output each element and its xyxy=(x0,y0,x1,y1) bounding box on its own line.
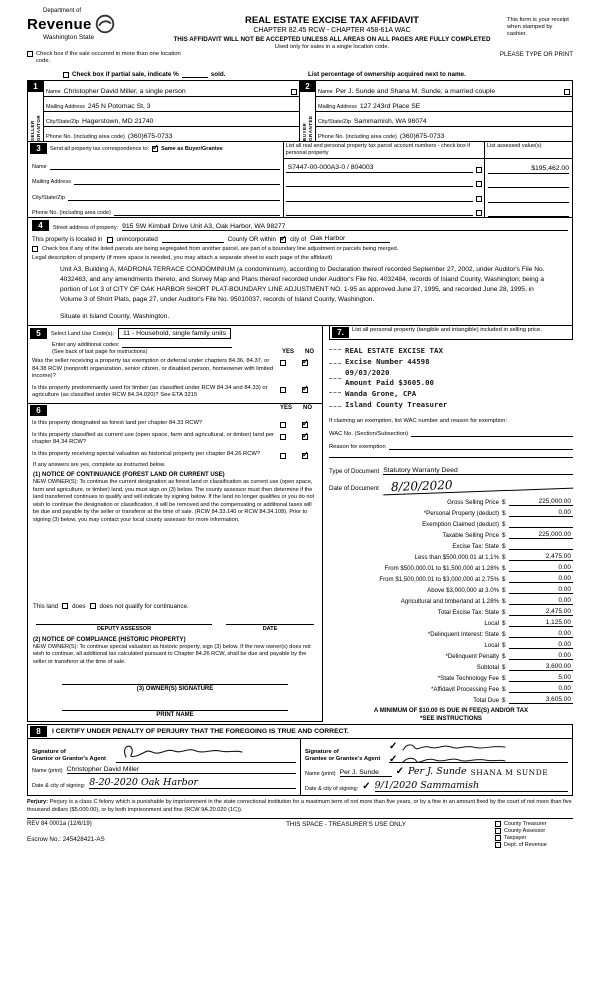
buyer-role-label: BUYER xyxy=(301,123,307,142)
unincorporated-checkbox[interactable] xyxy=(107,237,113,243)
dept-of-revenue-label: Dept. of Revenue xyxy=(504,841,547,848)
fee-label: Excise Tax: State xyxy=(452,543,499,551)
grantor-name-print-label: Name (print) xyxy=(32,768,63,775)
seller-role-label: SELLER xyxy=(29,120,35,142)
perjury-text: Perjury is a class C felony which is punishable by imprisonment in the state correctional institution for a maximum term of not more than five years, or by a fine in an amount fixed by the court of not more than five thousand dollars ($5,000.00), or by both imprisonment and fine (RCW 9A.20.020 (1C)). xyxy=(27,799,572,813)
personal-property-checkbox-3[interactable] xyxy=(476,196,482,202)
personal-property-intro: List all personal property (tangible and intangible) included in selling price. xyxy=(352,327,542,334)
dept-of-label: Department of xyxy=(43,8,82,14)
fee-label: From $500,000.01 to $1,500,000 at 1.28% xyxy=(384,565,499,573)
seller-phone-field[interactable]: (360)675-0733 xyxy=(127,133,173,141)
form-footer xyxy=(27,818,573,849)
buyer-phone-label: Phone No. (including area code) xyxy=(318,134,397,141)
fee-amount[interactable]: 0.00 xyxy=(509,685,573,693)
dollar-sign: $ xyxy=(502,510,506,518)
fee-amount[interactable]: 2,475.00 xyxy=(509,608,573,616)
treasurer-use-note: THIS SPACE - TREASURER'S USE ONLY xyxy=(286,820,406,828)
form-revision-number: REV 84 0001a (12/6/19) xyxy=(27,820,92,827)
same-as-buyer-label: Same as Buyer/Grantee xyxy=(161,145,223,152)
dollar-sign: $ xyxy=(502,598,506,606)
grantee-date-city-label: Date & city of signing: xyxy=(305,786,359,793)
forest-land-question: Is this property designated as forest land per chapter 84.33 RCW? xyxy=(32,419,203,426)
buyer-phone-field[interactable]: (360)675-0733 xyxy=(399,133,445,141)
fee-label: Taxable Selling Price xyxy=(442,532,499,540)
personal-property-checkbox-2[interactable] xyxy=(476,181,482,187)
dollar-sign: $ xyxy=(502,675,506,683)
grantor-signature xyxy=(116,742,246,762)
fee-amount[interactable]: 0.00 xyxy=(509,630,573,638)
does-label: does xyxy=(72,602,86,610)
fee-amount[interactable]: 1,125.00 xyxy=(509,619,573,627)
does-not-qualify-checkbox[interactable] xyxy=(90,603,96,609)
corr-citystatezip-label: City/State/Zip xyxy=(32,194,66,201)
type-of-document-label: Type of Document xyxy=(329,468,380,476)
dollar-sign: $ xyxy=(502,609,506,617)
county-assessor-checkbox[interactable] xyxy=(495,828,501,834)
fee-label: From $1,500,000.01 to $3,000,000 at 2.75% xyxy=(379,576,499,584)
multi-location-label: Check box if the sale occurred in more than one location code. xyxy=(36,51,181,65)
county-assessor-label: County Assessor xyxy=(504,827,546,834)
fee-amount[interactable] xyxy=(509,527,573,528)
checkmark-icon xyxy=(362,781,370,792)
buyer-address-label: Mailing Address xyxy=(318,103,357,110)
perjury-notice xyxy=(27,799,573,814)
fee-label: *Delinquent Interest: State xyxy=(427,631,499,639)
section2-badge: 2 xyxy=(299,81,316,92)
dollar-sign: $ xyxy=(502,521,506,529)
city-name-field[interactable]: Oak Harbor xyxy=(310,235,390,243)
stamp-treasurer-name: Wanda Grone, CPA xyxy=(345,388,417,398)
buyer-name-label: Name xyxy=(318,88,333,95)
grantee-signature-label-1: Signature of xyxy=(305,748,339,755)
notice-continuance-text: NEW OWNER(S): To continue the current designation as forest land or classification as current use (open space, farm and agriculture, or timber) land, you must sign on (3) below. The county assessor must then determine if the land transferred continues to qualify and will indicate by signing below. If the land no longer qualifies or you do not wish to continue the designation or classification, it will be removed and the compensating or additional taxes will be due and payable by the seller or transferor at the time of sale. (RCW 84.33.140 or RCW 84.34.108). Prior to signing (3) below, you may contact your local county assessor for more information. xyxy=(33,479,315,524)
see-back-note: (See back of last page for instructions) xyxy=(52,349,148,356)
type-of-document-field[interactable]: Statutory Warranty Deed xyxy=(383,467,573,475)
fee-label: Exemption Claimed (deduct) xyxy=(422,521,499,529)
grantor-signature-label-2: Grantor or Grantor's Agent xyxy=(32,756,106,763)
corr-address-field[interactable] xyxy=(74,184,280,185)
county-treasurer-label: County Treasurer xyxy=(504,820,547,827)
fee-amount[interactable]: 225,000.00 xyxy=(509,498,573,506)
fee-amount[interactable]: 0.00 xyxy=(509,597,573,605)
yes-column-header-6: YES xyxy=(279,404,292,411)
fee-label: Agricultural and timberland at 1.28% xyxy=(400,598,499,606)
distribution-checkboxes xyxy=(495,821,573,849)
grantor-signature-block xyxy=(28,739,300,795)
county-or-within-label: County OR within xyxy=(227,236,276,244)
no-column-header-6: NO xyxy=(303,404,312,411)
situate-text[interactable]: Situate in Island County, Washington. xyxy=(60,313,170,321)
located-in-label: This property is located in xyxy=(32,236,103,244)
buyer-address-field[interactable]: 127 243rd Place SE xyxy=(359,102,421,110)
land-use-code-field[interactable]: 11 - Household, single family units xyxy=(118,328,231,339)
same-as-buyer-checkbox[interactable] xyxy=(152,146,158,152)
print-name-line[interactable] xyxy=(62,703,288,711)
dollar-sign: $ xyxy=(502,532,506,540)
yes-column-header: YES xyxy=(281,349,294,356)
stamp-amount-paid: Amount Paid $3605.00 xyxy=(345,378,434,388)
parcel-number-field-3[interactable] xyxy=(286,193,473,202)
parcel-number-field[interactable]: S7447-00-000A3-0 / 804003 xyxy=(286,164,473,173)
fee-label: Total Excise Tax: State xyxy=(437,609,499,617)
section7-tax-computation xyxy=(323,326,573,722)
washington-state-label: Washington State xyxy=(43,34,95,41)
fee-table xyxy=(329,495,573,704)
grantor-signature-field[interactable] xyxy=(116,741,296,763)
buyer-percent-checkbox[interactable] xyxy=(564,89,570,95)
corr-citystatezip-field[interactable] xyxy=(68,200,280,201)
reason-exemption-field[interactable] xyxy=(389,449,573,450)
fee-amount[interactable] xyxy=(509,549,573,550)
dollar-sign: $ xyxy=(502,620,506,628)
personal-property-checkbox-4[interactable] xyxy=(476,210,482,216)
exemption-deferral-question: Was the seller receiving a property tax exemption or deferral under chapters 84.36, 84.37, or 84.38 RCW (nonprofit organization, senior citizen, or disabled person, homeowner with limited income)? xyxy=(32,358,274,380)
grantee-handwritten-name-1: Per J. Sunde xyxy=(407,766,467,778)
segregated-note: Check box if any of the listed parcels are being segregated from another parcel, are part of a boundary line adjustment or parcels being merged. xyxy=(42,246,399,253)
form-header xyxy=(27,8,573,50)
dollar-sign: $ xyxy=(502,697,506,705)
blank-list-lines xyxy=(329,349,341,407)
partial-sale-checkbox[interactable] xyxy=(63,72,69,78)
fee-amount[interactable]: 2,475.00 xyxy=(509,553,573,561)
owner-signature-label: (3) OWNER(S) SIGNATURE xyxy=(136,686,214,693)
fee-label: Gross Selling Price xyxy=(447,499,499,507)
grantee-signature-2 xyxy=(399,755,509,763)
completion-warning: THIS AFFIDAVIT WILL NOT BE ACCEPTED UNLESS ALL AREAS ON ALL PAGES ARE FULLY COMPLETED xyxy=(173,36,491,43)
parcel-numbers-header: List all real and personal property tax parcel account numbers - check box if personal property xyxy=(285,143,471,157)
reason-exemption-field-2[interactable] xyxy=(329,457,573,458)
fee-amount[interactable]: 5.00 xyxy=(509,674,573,682)
parcel-number-field-4[interactable] xyxy=(286,207,473,216)
fee-amount[interactable]: 3,605.00 xyxy=(509,696,573,704)
fee-amount[interactable]: 0.00 xyxy=(509,652,573,660)
multi-location-checkbox[interactable] xyxy=(27,51,33,57)
grantee-name-field[interactable]: Per J. Sunde xyxy=(340,769,392,777)
dollar-sign: $ xyxy=(502,653,506,661)
partial-sale-sold-label: sold. xyxy=(210,71,226,79)
fee-amount[interactable]: 3,600.00 xyxy=(509,663,573,671)
fee-label: *Affidavit Processing Fee xyxy=(431,686,499,694)
fee-amount[interactable]: 0.00 xyxy=(509,564,573,572)
single-location-note: Used only for sales in a single location code. xyxy=(274,44,390,50)
escrow-number: 245428421-AS xyxy=(62,835,105,843)
fee-label: Total Due xyxy=(473,697,499,705)
fee-label: Local xyxy=(484,620,499,628)
deputy-assessor-signature-line[interactable]: DEPUTY ASSESSOR xyxy=(36,624,212,632)
city-of-label: city of xyxy=(289,236,307,244)
land-use-code-label: Select Land Use Code(s): xyxy=(51,330,114,337)
q1-no-checkbox[interactable] xyxy=(302,360,308,366)
stamp-treasurer-title: Island County Treasurer xyxy=(345,399,448,409)
fee-label: Less than $500,000.01 at 1.1% xyxy=(414,554,499,562)
print-name-label: PRINT NAME xyxy=(156,712,194,719)
dept-of-revenue-checkbox[interactable] xyxy=(495,842,501,848)
section7-badge: 7. xyxy=(332,327,349,338)
personal-property-checkbox-1[interactable] xyxy=(476,167,482,173)
wac-number-label: WAC No. (Section/Subsection) xyxy=(329,431,409,438)
county-field[interactable] xyxy=(162,236,224,243)
section5-badge: 5 xyxy=(30,328,47,339)
buyer-citystatezip-field[interactable]: Sammamish, WA 98074 xyxy=(354,118,427,126)
perjury-label: Perjury: xyxy=(27,799,49,806)
unincorporated-label: unincorporated xyxy=(116,236,158,244)
forest-yes-checkbox[interactable] xyxy=(280,422,286,428)
this-land-label: This land xyxy=(33,602,59,610)
legal-description-text[interactable]: Unit A3, Building A, MADRONA TERRACE CONDOMINIUM (a condominium), according to Declaration thereof recorded September 27, 2002, under Auditor's File No. 4032463, and any amendments thereto, and Survey Map and Plans thereof recorded under Auditor's File No. 4032484, records of Island County, Washington; being a portion of Lot 3 of CITY OF OAK HARBOR SHORT PLAT-BOUNDARY LINE ADJUSTMENT NO. 1-95 as approved June 27, 1995, and recorded June 28, 1995, in Volume 3 of Short Plats, page 27, under Auditor's File No. 95010037, records of Island County, Washington. xyxy=(60,266,545,304)
historic-yes-checkbox[interactable] xyxy=(280,453,286,459)
grantee-date-city-field[interactable]: 9/1/2020 Sammamish xyxy=(375,780,568,792)
taxpayer-label: Taxpayer xyxy=(504,834,527,841)
buyer-name-field[interactable]: Per J. Sunde and Shana M. Sunde, a married couple xyxy=(335,87,496,95)
grantor-date-city-label: Date & city of signing: xyxy=(32,783,86,790)
no-column-header: NO xyxy=(305,349,314,356)
grantee-signature-field[interactable] xyxy=(389,741,568,763)
section4-property-location xyxy=(27,218,573,326)
grantee-handwritten-name-2: SHANA M SUNDE xyxy=(470,768,549,778)
legal-description-label: Legal description of property (if more space is needed, you may attach a separate sheet to each page of the affidavit) xyxy=(32,255,333,262)
historic-property-question: Is this property receiving special valuation as historical property per chapter 84.26 RCW? xyxy=(32,450,261,457)
assessed-value-field-2[interactable] xyxy=(488,179,569,188)
notice-continuance-heading: (1) NOTICE OF CONTINUANCE (FOREST LAND OR CURRENT USE) xyxy=(33,472,225,479)
city-checkbox[interactable] xyxy=(280,237,286,243)
reason-exemption-label: Reason for exemption xyxy=(329,444,386,451)
seller-percent-checkbox[interactable] xyxy=(291,89,297,95)
section3-badge: 3 xyxy=(30,143,47,154)
section6-badge: 6 xyxy=(30,405,47,416)
grantor-role-label: GRANTOR xyxy=(35,115,41,142)
dollar-sign: $ xyxy=(502,543,506,551)
seller-citystatezip-field[interactable]: Hagerstown, MD 21740 xyxy=(82,118,154,126)
does-qualify-checkbox[interactable] xyxy=(62,603,68,609)
treasurer-stamp xyxy=(329,345,573,411)
dollar-sign: $ xyxy=(502,664,506,672)
grantee-name-print-label: Name (print) xyxy=(305,771,336,778)
fee-label: Local xyxy=(484,642,499,650)
historic-no-checkbox[interactable] xyxy=(302,453,308,459)
segregated-checkbox[interactable] xyxy=(32,246,38,252)
ownership-percentage-note: List percentage of ownership acquired next to name. xyxy=(308,71,466,79)
deputy-date-line[interactable]: DATE xyxy=(226,624,314,632)
corr-phone-field[interactable] xyxy=(114,215,280,216)
checkmark-icon xyxy=(389,741,397,752)
exemption-note: If claiming an exemption, list WAC number and reason for exemption: xyxy=(329,418,507,425)
section5-land-use xyxy=(27,326,323,404)
dollar-sign: $ xyxy=(502,576,506,584)
fee-label: *Delinquent Penalty xyxy=(445,653,499,661)
stamp-excise-number: Excise Number 44598 xyxy=(345,356,430,366)
seller-name-label: Name xyxy=(46,88,61,95)
fee-amount[interactable]: 0.00 xyxy=(509,575,573,583)
grantee-signature-block xyxy=(300,739,572,795)
taxpayer-checkbox[interactable] xyxy=(495,835,501,841)
seller-citystatezip-label: City/State/Zip xyxy=(46,119,80,126)
stamp-date: 09/03/2020 xyxy=(345,367,390,377)
corr-phone-label: Phone No. (including area code) xyxy=(32,210,111,217)
checkmark-icon xyxy=(396,766,404,777)
dollar-sign: $ xyxy=(502,587,506,595)
escrow-label: Escrow No.: xyxy=(27,835,61,843)
seller-section xyxy=(27,80,300,142)
parcel-number-field-2[interactable] xyxy=(286,178,473,187)
see-instructions-note: *SEE INSTRUCTIONS xyxy=(420,715,482,723)
current-use-question: Is this property classified as current use (open space, farm and agricultural, or timber) land per chapter 84.34 RCW? xyxy=(32,431,274,446)
currentuse-yes-checkbox[interactable] xyxy=(280,434,286,440)
notice-compliance-heading: (2) NOTICE OF COMPLIANCE (HISTORIC PROPERTY) xyxy=(33,636,186,643)
grantor-name-field[interactable]: Christopher David Miller xyxy=(67,766,296,774)
street-address-label: Street address of property: xyxy=(53,225,119,232)
fee-amount[interactable]: 225,000.00 xyxy=(509,531,573,539)
fee-label: *State Technology Fee xyxy=(437,675,499,683)
seller-name-field[interactable]: Christopher David Miller, a single person xyxy=(63,87,186,95)
fee-label: Above $3,000,000 at 3.0% xyxy=(427,587,499,595)
seller-address-field[interactable]: 245 N Potomac St, 3 xyxy=(87,102,151,110)
grantor-date-city-field[interactable]: 8-20-2020 Oak Harbor xyxy=(89,777,296,789)
corr-name-label: Name xyxy=(32,163,47,170)
grantor-signature-label-1: Signature of xyxy=(32,748,66,755)
timber-agriculture-question: Is this property predominantly used for timber (as classified under RCW 84.34 and 84.33) or agriculture (as classified under RCW 84.34.020)? See ETA 3215 xyxy=(32,384,268,399)
owner-signature-line[interactable] xyxy=(62,677,288,685)
send-correspondence-label: Send all property tax correspondence to: xyxy=(50,145,150,152)
stamp-title: REAL ESTATE EXCISE TAX xyxy=(345,346,443,356)
section4-badge: 4 xyxy=(32,220,49,231)
dollar-sign: $ xyxy=(502,631,506,639)
dollar-sign: $ xyxy=(502,499,506,507)
forest-no-checkbox[interactable] xyxy=(302,422,308,428)
if-yes-note: If any answers are yes, complete as instructed below. xyxy=(33,461,166,468)
dollar-sign: $ xyxy=(502,686,506,694)
dollar-sign: $ xyxy=(502,565,506,573)
revenue-logo-icon xyxy=(95,14,115,34)
revenue-logo-block xyxy=(27,8,157,41)
section1-badge: 1 xyxy=(27,81,44,92)
additional-codes-field[interactable] xyxy=(122,347,232,348)
certify-statement: I CERTIFY UNDER PENALTY OF PERJURY THAT THE FOREGOING IS TRUE AND CORRECT. xyxy=(52,728,349,736)
corr-address-label: Mailing Address xyxy=(32,179,71,186)
currentuse-no-checkbox[interactable] xyxy=(302,434,308,440)
section3-tax-correspondence xyxy=(27,142,573,218)
minimum-due-note: A MINIMUM OF $10.00 IS DUE IN FEE(S) AND/OR TAX xyxy=(373,707,529,715)
form-title: REAL ESTATE EXCISE TAX AFFIDAVIT xyxy=(244,15,419,26)
seller-phone-label: Phone No. (including area code) xyxy=(46,134,125,141)
does-not-label: does not qualify for continuance. xyxy=(99,602,189,610)
buyer-section xyxy=(300,80,573,142)
buyer-citystatezip-label: City/State/Zip xyxy=(318,119,352,126)
date-of-document-label: Date of Document xyxy=(329,485,379,493)
fee-amount[interactable]: 0.00 xyxy=(509,509,573,517)
chapter-subtitle: CHAPTER 82.45 RCW - CHAPTER 458-61A WAC xyxy=(253,27,411,34)
corr-name-field[interactable] xyxy=(50,169,280,170)
assessed-value-header: List assessed value(s) xyxy=(484,142,572,158)
date-of-document-field[interactable]: 8/20/2020 xyxy=(383,474,574,496)
county-treasurer-checkbox[interactable] xyxy=(495,821,501,827)
partial-sale-label: Check box if partial sale, indicate % xyxy=(72,71,179,79)
receipt-note: This form is your receipt when stamped by cashier. xyxy=(507,17,569,38)
assessed-value-field[interactable]: $195,462.00 xyxy=(488,165,569,174)
section8-certification xyxy=(27,724,573,796)
partial-sale-percent-field[interactable] xyxy=(182,71,208,78)
q2-no-checkbox[interactable] xyxy=(302,387,308,393)
dollar-sign: $ xyxy=(502,642,506,650)
q1-yes-checkbox[interactable] xyxy=(280,360,286,366)
revenue-wordmark: Revenue xyxy=(27,15,92,33)
section6-designations xyxy=(27,404,323,723)
fee-amount[interactable]: 0.00 xyxy=(509,586,573,594)
wac-number-field[interactable] xyxy=(411,436,573,437)
grantee-signature-label-2: Grantee or Grantee's Agent xyxy=(305,756,381,763)
grantee-role-label: GRANTEE xyxy=(307,115,313,142)
notice-compliance-text: NEW OWNER(S): To continue special valuation as historic property, sign (3) below. If the new owner(s) does not wish to continue, all additional tax calculated pursuant to Chapter 84.26 RCW, shall be due and payable by the seller or transferor at the time of sale. xyxy=(33,643,311,665)
assessed-value-field-3[interactable] xyxy=(488,194,569,203)
grantee-signature-1 xyxy=(399,742,509,752)
type-or-print-label: PLEASE TYPE OR PRINT xyxy=(499,51,573,58)
seller-address-label: Mailing Address xyxy=(46,103,85,110)
fee-label: Subtotal xyxy=(476,664,499,672)
section8-badge: 8 xyxy=(30,726,47,737)
additional-codes-label: Enter any additional codes: xyxy=(52,342,120,349)
checkmark-icon xyxy=(389,754,397,763)
fee-label: *Personal Property (deduct) xyxy=(423,510,499,518)
q2-yes-checkbox[interactable] xyxy=(280,387,286,393)
assessed-value-field-4[interactable] xyxy=(488,208,569,217)
dollar-sign: $ xyxy=(502,554,506,562)
fee-amount[interactable]: 0.00 xyxy=(509,641,573,649)
street-address-field[interactable]: 915 SW Kimball Drive Unit A3, Oak Harbor, WA 98277 xyxy=(122,223,568,231)
